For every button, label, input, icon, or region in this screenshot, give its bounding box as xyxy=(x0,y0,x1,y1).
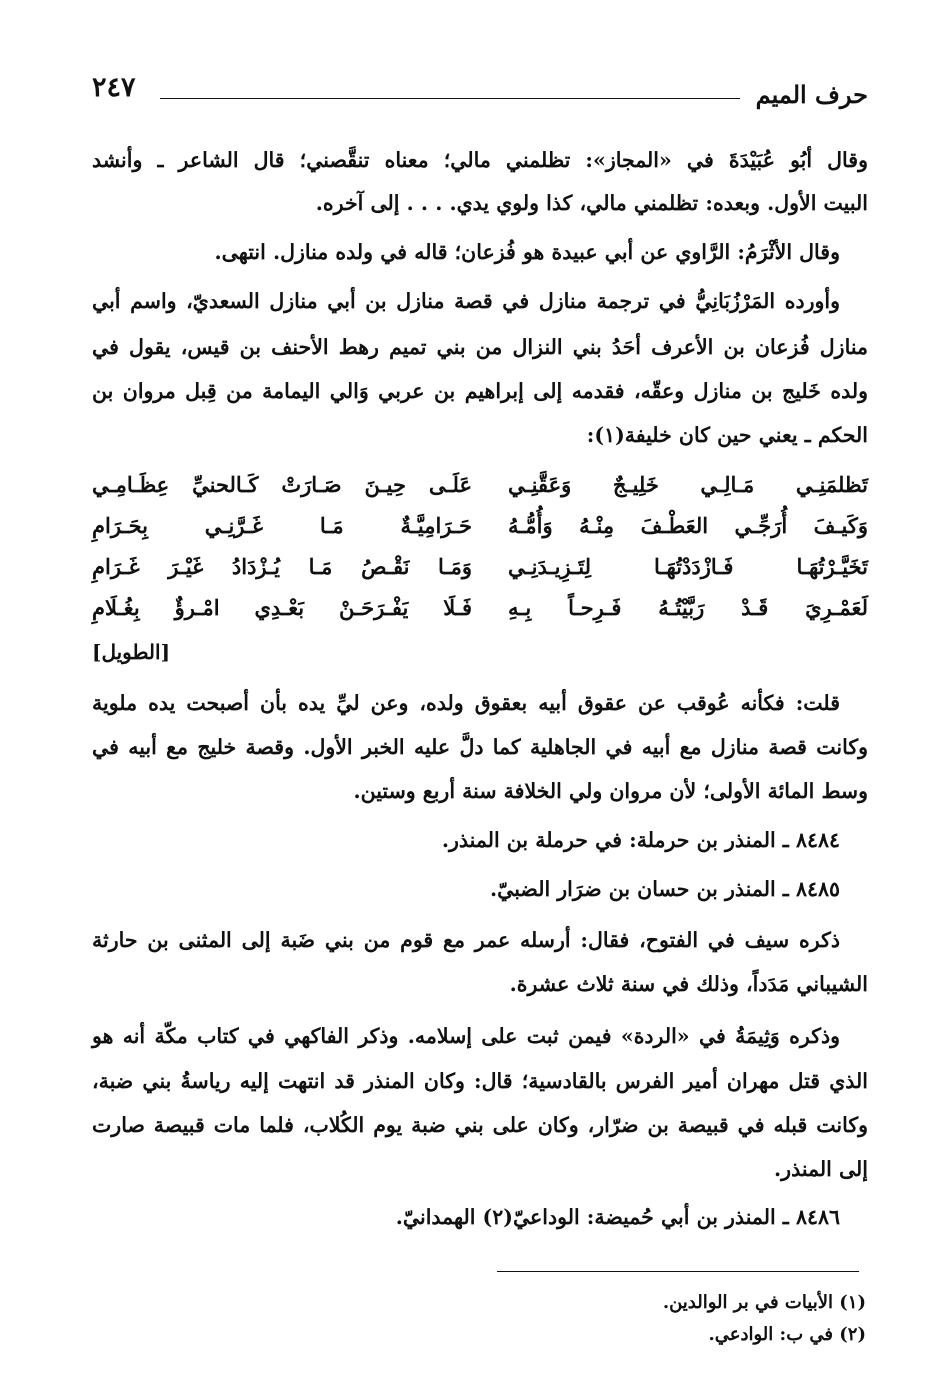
body-line: ولده خَليج بن منازل وعقّه، فقدمه إلى إبراهيم بن عربي وَالي اليمامة من قِبل مروان بن xyxy=(92,379,868,403)
page-number: ٢٤٧ xyxy=(92,72,136,103)
entry-line: ذكره سيف في الفتوح، فقال: أرسله عمر مع قوم من بني ضَبة إلى المثنى بن حارثة xyxy=(92,928,840,952)
footnote: (١) الأبيات في بر الوالدين. xyxy=(662,1292,866,1313)
comment-line: وكانت قصة منازل مع أبيه في الجاهلية كما دلَّ عليه الخبر الأول. وقصة خليج مع أبيه في xyxy=(92,735,868,759)
verse-second-hemistich: فَـلَا يَفْـرَحَـنْ بَعْـدِي امْـرؤٌ بِغُـلَامِ xyxy=(92,595,472,620)
entry-line: وذكره وَثِيمَةُ في «الردة» فيمن ثبت على إسلامه. وذكر الفاكهي في كتاب مكّة أنه هو xyxy=(92,1024,840,1048)
entry-line: الذي قتل مهران أمير الفرس بالقادسية؛ قال: وكان المنذر قد انتهت إليه رياسةُ بني ضبة، xyxy=(92,1069,868,1093)
body-line: وقال أبُو عُبَيْدَةَ في «المجاز»: تظلمني مالي؛ معناه تنقَّصني؛ قال الشاعر ـ وأنشد xyxy=(92,148,868,172)
body-line: البيت الأول. وبعده: تظلمني مالي، كذا ولوي يدي. . . . إلى آخره. xyxy=(315,191,868,215)
footnote: (٢) في ب: الوادعي. xyxy=(708,1324,866,1345)
verse-first-hemistich: تَخَيَّـرْتُهَـا فَـازْدَدْتُهَـا لِتَـزِيـدَنِـي xyxy=(508,554,868,579)
comment-line: وسط المائة الأولى؛ لأن مروان ولي الخلافة سنة أربع وستين. xyxy=(353,779,868,803)
running-header xyxy=(92,72,868,112)
verse-first-hemistich: لَعَمْـرِيَ قَـدْ رَبَّيْتُـهُ فَـرِحـاً بِـهِ xyxy=(508,595,868,620)
entry-line: إلى المنذر. xyxy=(774,1157,868,1181)
header-rule xyxy=(160,98,740,99)
footnote-rule xyxy=(497,1271,859,1272)
entry-heading: ٨٤٨٥ ـ المنذر بن حسان بن ضرَار الضبيّ. xyxy=(490,877,840,901)
body-line: وقال الأثْرَمُ: الرَّاوي عن أبي عبيدة هو فُزعان؛ قاله في ولده منازل. انتهى. xyxy=(214,240,840,264)
verse-second-hemistich: وَمَـا نَقْـصُ مَـا يُـزْدَادُ غَيْـرَ غَـرَامِ xyxy=(92,554,472,579)
body-line: وأورده المَرْزُبَانِيُّ في ترجمة منازل في قصة منازل بن أبي منازل السعديّ، واسم أبي xyxy=(92,289,840,313)
body-line: الحكم ـ يعني حين كان خليفة(١): xyxy=(586,423,868,447)
comment-line: قلت: فكأنه عُوقب عن عقوق أبيه بعقوق ولده، وعن ليِّ يده بأن أصبحت يده ملوية xyxy=(92,691,840,715)
entry-heading: ٨٤٨٦ ـ المنذر بن أبي حُميضة: الوداعيّ(٢) الهمدانيّ. xyxy=(395,1205,840,1229)
chapter-title: حرف الميم xyxy=(755,80,868,109)
entry-line: وكانت قبله في قبيصة بن ضرّار، وكان على بني ضبة يوم الكُلاب، فلما مات قبيصة صارت xyxy=(92,1113,868,1137)
entry-line: الشيباني مَدَداً، وذلك في سنة ثلاث عشرة. xyxy=(509,972,868,996)
body-line: منازل فُزعان بن الأعرف أحَدُ بني النزال من بني تميم رهط الأحنف بن قيس، يقول في xyxy=(92,335,868,359)
verse-second-hemistich: حَـرَامِيَّـةٌ مَـا غَـرَّنِـي بِحَـرَامِ xyxy=(92,513,472,538)
verse-first-hemistich: تَظلمَنِـي مَـالِـي خَلِيـجٌ وَعَقَّنِـي xyxy=(508,472,868,497)
verse-second-hemistich: عَلَـى حِيـنَ صَـارَتْ كَـالحنيِّ عِظَـامِـي xyxy=(92,472,472,497)
poem-meter: [الطويل] xyxy=(92,640,171,664)
entry-heading: ٨٤٨٤ ـ المنذر بن حرملة: في حرملة بن المنذر. xyxy=(441,828,840,852)
verse-first-hemistich: وَكَيـفَ أُرَجِّـي العَطْـفَ مِنْـهُ وَأُمُّـهُ xyxy=(508,513,868,538)
